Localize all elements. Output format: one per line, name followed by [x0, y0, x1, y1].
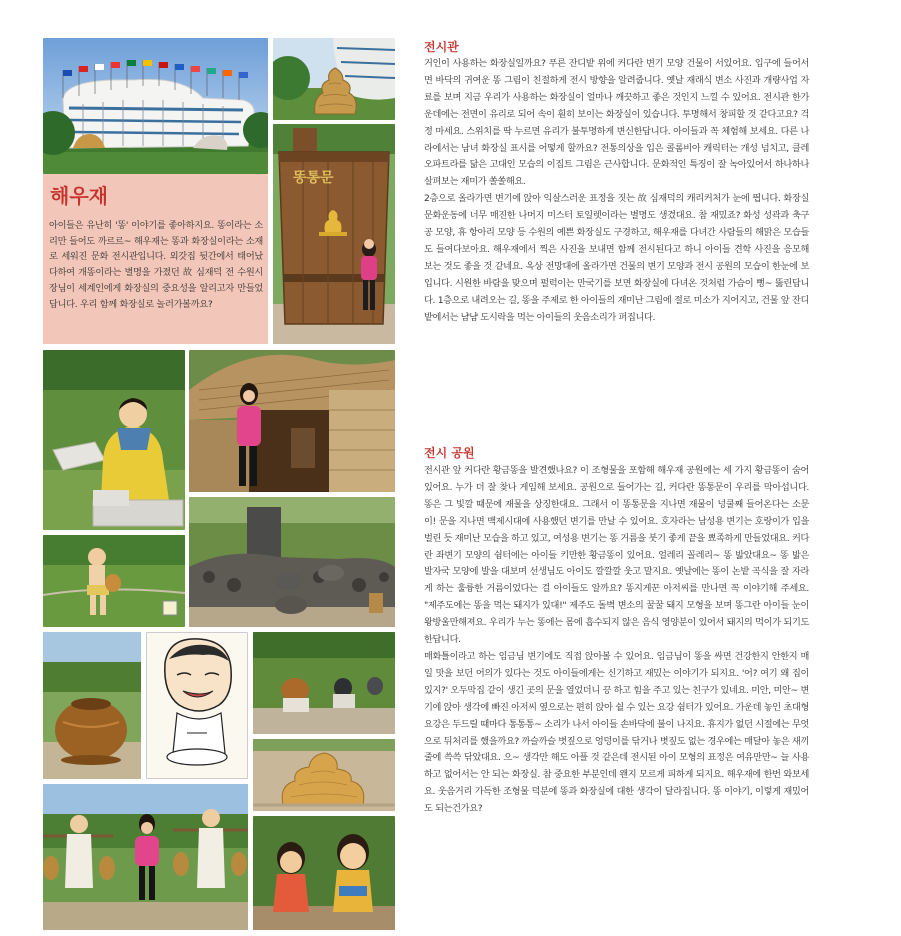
giant-chamber-pot-photo — [43, 632, 141, 779]
intro-box — [43, 174, 268, 344]
section-title-exhibition-hall: 전시관 — [424, 40, 459, 54]
intro-title: 해우재 — [50, 184, 108, 208]
section-title-exhibition-park: 전시 공원 — [424, 446, 475, 460]
paragraph: 거인이 사용하는 화장실일까요? 푸른 잔디밭 위에 커다란 변기 모양 건물이 서있어요. 입구에 들어서면 바닥의 귀여운 똥 그림이 친절하게 전시 방향을 알려줍니다. 옛날 재래식 변소 사진과 개량사업 자료를 보며 지금 우리가 사용하는 화장실이 얼마나 깨끗하고 좋은 것인지 느낄 수 있어요. 전시관 한가운데에는 전면이 유리로 되어 속이 훤히 보이는 화장실이 있습니다. 투명해서 창피할 것 같다고요? 걱정 마세요. 스위치를 딱 누르면 유리가 불투명하게 변신한답니다. 아이들과 꼭 체험해 보세요. 다른 나라에서는 남녀 화장실 표시를 어떻게 할까요? 전통의상을 입은 콜롬비아 캐릭터는 개성 넘치고, 클레오파트라를 닮은 고대인 모습의 이집트 그림은 근사합니다. 문화적인 특징이 잘 녹아있어서 하나하나 살펴보는 재미가 쏠쏠해요. — [424, 58, 809, 188]
girl-in-hut-photo — [189, 350, 395, 492]
hanbok-woman-statue-photo — [43, 350, 185, 530]
paragraph: 매화틀이라고 하는 임금님 변기에도 직접 앉아볼 수 있어요. 임금님이 똥을 싸면 건강한지 안한지 매일 맛을 보던 어의가 있다는 것도 아이들에게는 신기하고 재밌는 이야기가 되지요. '어? 여기 왜 집이 있지?' 오두막집 같이 생긴 곳의 문을 열었더니 끙 하고 힘을 주고 있는 친구가 있네요. 미안, 미안~ 변기에 앉아 생각에 빠진 아저씨 옆으로는 편히 앉아 쉴 수 있는 요강 쉼터가 있어요. 가운데 놓인 초대형 요강은 두드릴 때마다 통통통~ 소리가 나서 아이들 손바닥에 불이 나지요. 휴지가 없던 시절에는 무엇으로 뒤처리를 했을까요? 까슬까슬 볏짚으로 엉덩이를 닦거나 볏짚도 없는 경우에는 매달아 놓은 새끼줄에 쓱쓱 닦았대요. 으~ 생각만 해도 아플 것 같은데 전시된 아이 모형의 표정은 여유만만~ 늘 사용하고 없어서는 안 되는 화장실. 참 중요한 부분인데 왠지 모르게 피하게 되지요. 해우재에 한번 와보세요. 웃음거리 가득한 조형물 덕분에 똥과 화장실에 대한 생각이 달라집니다. 똥 이야기, 이렇게 재밌어도 되는건가요? — [424, 650, 809, 815]
section-body-exhibition-park — [424, 463, 809, 818]
gate-sign-text: 똥통문 — [293, 170, 334, 186]
section-body-exhibition-hall — [424, 56, 809, 327]
rope-toilet-figures-photo — [253, 632, 395, 734]
museum-building-photo — [43, 38, 268, 174]
intro-text: 아이들은 유난히 '똥' 이야기를 좋아하지요. 똥이라는 소리만 들어도 까르르~ 해우재는 똥과 화장실이라는 소재로 세워진 문화 전시관입니다. 외갓집 뒷간에서 태어났다하여 개똥이라는 별명을 가졌던 故 심재덕 전 수원시장님이 세계인에게 화장실의 중요성을 알리고자 만들었답니다. 우리 함께 화장실로 놀러가볼까요? — [49, 220, 263, 310]
golden-poop-rest-area-photo — [253, 739, 395, 811]
paragraph: 2층으로 올라가면 변기에 앉아 익살스러운 표정을 짓는 故 심재덕의 캐리커처가 눈에 띕니다. 화장실문화운동에 너무 매진한 나머지 미스터 토일렛이라는 별명도 생겼대요. 참 재밌죠? 화성 성곽과 축구공 모양, 휴 항아리 모양 등 수원의 예쁜 화장실도 구경하고, 해우재를 다녀간 사람들의 해맑은 모습들도 들여다보아요. 해우재에서 찍은 사진을 보내면 함께 전시된다고 하니 아이들 견학 사진을 응모해 보는 것도 좋을 것 같네요. 옥상 전망대에 올라가면 건물의 변기 모양과 전시 공원의 모습이 한눈에 보입니다. 시원한 바람을 맞으며 펄럭이는 만국기를 보면 화장실에 다녀온 것처럼 가슴이 뻥~ 뚫린답니다. 1층으로 내려오는 길, 똥을 주제로 한 아이들의 재미난 그림에 절로 미소가 지어지고, 건물 앞 잔디밭에서는 냠냠 도시락을 먹는 아이들의 웃음소리가 퍼집니다. — [424, 193, 809, 323]
jeju-stone-toilet-pigs-photo — [189, 497, 395, 627]
caricature-drawing — [146, 632, 248, 779]
boy-carrying-pot-statue-photo — [43, 535, 185, 627]
golden-poop-sculpture-photo — [273, 38, 395, 120]
paragraph: 전시관 앞 커다란 황금똥을 발견했나요? 이 조형물을 포함해 해우재 공원에는 세 가지 황금똥이 숨어있어요. 누가 더 잘 찾나 게임해 보세요. 공원으로 들어가는 길, 커다란 똥통문이 우리를 막아섭니다. 똥은 그 빛깔 때문에 재물을 상징한대요. 그래서 이 똥통문을 지나면 재물이 넝쿨째 들어온다는 소문이! 문을 지나면 백제시대에 사용했던 변기를 만날 수 있어요. 호자라는 남성용 변기는 호랑이가 입을 벌린 듯 재미난 모습을 하고 있고, 여성용 변기는 똥 거름을 붓기 좋게 끝을 뾰족하게 만들었대요. 커다란 좌변기 모양의 쉼터에는 아이들 키만한 황금똥이 있어요. 얼레리 꼴레리~ 똥 밟았대요~ 똥 밟은 발자국 모양에 발을 대보며 선생님도 아이도 깔깔깔 웃고 말지요. 옛날에는 똥이 논밭 곡식을 잘 자라게 하는 훌륭한 거름이었다는 걸 아이들도 알까요? 똥지게꾼 아저씨를 만나면 꼭 이야기해 주세요. "제주도에는 똥을 먹는 돼지가 있대!" 제주도 돌벽 변소의 꿀꿀 돼지 모형을 보며 똥그란 아이들 눈이 왕방울만해져요. 우리가 누는 똥에는 몸에 흡수되지 않은 음식 영양분이 있어서 돼지의 먹이가 되기도 한답니다. — [424, 465, 809, 646]
ttongtongmun-gate-photo — [273, 124, 395, 344]
manure-carrier-statues-photo — [43, 784, 248, 930]
child-statues-photo — [253, 816, 395, 930]
